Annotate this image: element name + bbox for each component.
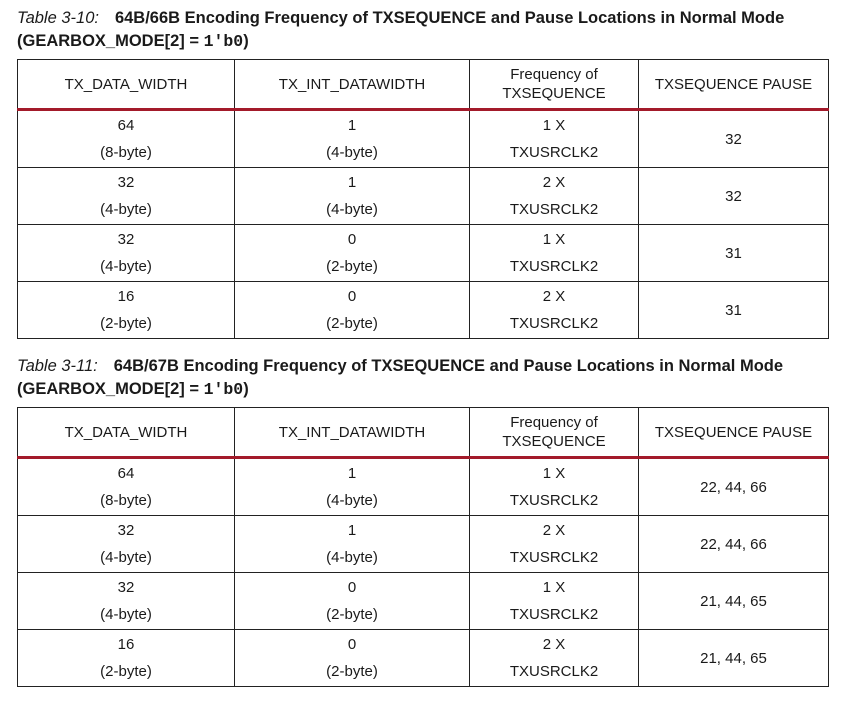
cell-tx-int-datawidth-text: 0: [347, 288, 357, 305]
cell-tx-int-datawidth: [235, 110, 470, 168]
header-tx-int-datawidth: TX_INT_DATAWIDTH: [235, 60, 470, 110]
cell-txsequence-pause: [639, 516, 829, 573]
caption-number: Table 3-11:: [17, 357, 98, 375]
cell-tx-int-datawidth-text: 0: [347, 636, 357, 653]
table-caption: [17, 7, 829, 53]
cell-tx-data-width-text: (4-byte): [100, 201, 152, 218]
header-txsequence-pause: TXSEQUENCE PAUSE: [639, 60, 829, 110]
cell-tx-int-datawidth-text: 1: [347, 465, 357, 482]
table-section-3-10: [17, 7, 829, 339]
cell-tx-int-datawidth-text: 1: [347, 522, 357, 539]
cell-tx-int-datawidth-text: (2-byte): [326, 258, 378, 275]
header-frequency-line1: Frequency of: [510, 414, 598, 431]
cell-tx-int-datawidth-text: 1: [347, 174, 357, 191]
header-frequency-line1: Frequency of: [510, 66, 598, 83]
cell-tx-int-datawidth: [235, 630, 470, 687]
table-row: [18, 110, 829, 168]
cell-frequency-text: TXUSRCLK2: [509, 258, 599, 275]
cell-tx-data-width-text: (4-byte): [100, 549, 152, 566]
cell-tx-data-width: [18, 516, 235, 573]
cell-txsequence-pause: [639, 573, 829, 630]
cell-txsequence-pause: [639, 168, 829, 225]
cell-tx-data-width: [18, 110, 235, 168]
caption-title: 64B/66B Encoding Frequency of TXSEQUENCE and Pause Locations in Normal Mode: [114, 9, 785, 27]
cell-frequency: [470, 516, 639, 573]
header-tx-int-datawidth: TX_INT_DATAWIDTH: [235, 408, 470, 458]
header-frequency: [470, 408, 639, 458]
cell-txsequence-pause-text: 22, 44, 66: [700, 535, 767, 553]
cell-frequency-text: 2 X: [542, 288, 566, 305]
cell-tx-int-datawidth-text: (4-byte): [326, 492, 378, 509]
cell-txsequence-pause: [639, 458, 829, 516]
cell-tx-data-width-text: 16: [117, 636, 135, 653]
cell-txsequence-pause: [639, 110, 829, 168]
cell-frequency-text: TXUSRCLK2: [509, 144, 599, 161]
header-row: [18, 408, 829, 458]
cell-tx-data-width-text: 64: [117, 465, 135, 482]
cell-frequency: [470, 282, 639, 339]
caption-line2-post: ): [243, 380, 249, 398]
caption-number: Table 3-10:: [17, 9, 99, 27]
cell-tx-data-width-text: 32: [117, 174, 135, 191]
table-caption: [17, 355, 829, 401]
cell-tx-int-datawidth-text: 0: [347, 579, 357, 596]
cell-frequency: [470, 225, 639, 282]
cell-tx-data-width-text: 16: [117, 288, 135, 305]
cell-frequency-text: 2 X: [542, 174, 566, 191]
cell-frequency-text: TXUSRCLK2: [509, 201, 599, 218]
cell-tx-data-width: [18, 573, 235, 630]
cell-frequency-text: 2 X: [542, 522, 566, 539]
cell-frequency-text: TXUSRCLK2: [509, 549, 599, 566]
cell-tx-int-datawidth-text: (4-byte): [326, 549, 378, 566]
caption-line2-pre: (GEARBOX_MODE[2] =: [17, 380, 204, 398]
cell-tx-int-datawidth: [235, 282, 470, 339]
cell-tx-data-width-text: (4-byte): [100, 606, 152, 623]
cell-tx-data-width-text: 32: [117, 522, 135, 539]
cell-tx-int-datawidth: [235, 458, 470, 516]
cell-tx-int-datawidth-text: 1: [347, 117, 357, 134]
cell-tx-data-width: [18, 458, 235, 516]
cell-tx-int-datawidth: [235, 573, 470, 630]
cell-frequency-text: TXUSRCLK2: [509, 663, 599, 680]
header-frequency: [470, 60, 639, 110]
cell-frequency-text: TXUSRCLK2: [509, 315, 599, 332]
cell-tx-data-width-text: 64: [117, 117, 135, 134]
header-tx-data-width: TX_DATA_WIDTH: [18, 408, 235, 458]
cell-frequency: [470, 573, 639, 630]
table-section-3-11: [17, 355, 829, 687]
cell-frequency-text: 1 X: [542, 465, 566, 482]
cell-tx-int-datawidth-text: (2-byte): [326, 663, 378, 680]
table-row: [18, 516, 829, 573]
cell-tx-data-width-text: (8-byte): [100, 144, 152, 161]
cell-tx-int-datawidth: [235, 168, 470, 225]
cell-tx-data-width: [18, 168, 235, 225]
cell-frequency: [470, 458, 639, 516]
cell-frequency-text: 2 X: [542, 636, 566, 653]
cell-tx-data-width-text: (4-byte): [100, 258, 152, 275]
table-row: [18, 168, 829, 225]
header-txsequence-pause: TXSEQUENCE PAUSE: [639, 408, 829, 458]
header-frequency-line2: TXSEQUENCE: [502, 85, 606, 102]
header-frequency-line2: TXSEQUENCE: [502, 433, 606, 450]
cell-tx-int-datawidth-text: (4-byte): [326, 201, 378, 218]
cell-tx-data-width-text: 32: [117, 579, 135, 596]
cell-tx-data-width-text: (2-byte): [100, 315, 152, 332]
caption-line2-code: 1'b0: [203, 32, 244, 51]
cell-tx-int-datawidth: [235, 225, 470, 282]
cell-txsequence-pause: [639, 282, 829, 339]
cell-txsequence-pause-text: 31: [725, 244, 742, 262]
encoding-table-3-10: [17, 59, 829, 339]
cell-frequency-text: 1 X: [542, 579, 566, 596]
cell-frequency-text: 1 X: [542, 231, 566, 248]
cell-frequency: [470, 110, 639, 168]
cell-tx-data-width-text: 32: [117, 231, 135, 248]
cell-txsequence-pause: [639, 225, 829, 282]
cell-txsequence-pause-text: 32: [725, 130, 742, 148]
cell-tx-data-width: [18, 225, 235, 282]
cell-frequency-text: 1 X: [542, 117, 566, 134]
table-row: [18, 573, 829, 630]
table-body: [18, 110, 829, 339]
encoding-table-3-11: [17, 407, 829, 687]
caption-line2-code: 1'b0: [203, 380, 244, 399]
caption-line2-post: ): [243, 32, 249, 50]
cell-frequency-text: TXUSRCLK2: [509, 606, 599, 623]
cell-tx-int-datawidth-text: (4-byte): [326, 144, 378, 161]
cell-txsequence-pause-text: 21, 44, 65: [700, 649, 767, 667]
cell-txsequence-pause: [639, 630, 829, 687]
cell-txsequence-pause-text: 21, 44, 65: [700, 592, 767, 610]
cell-frequency: [470, 168, 639, 225]
table-row: [18, 458, 829, 516]
caption-line2-pre: (GEARBOX_MODE[2] =: [17, 32, 204, 50]
cell-tx-data-width-text: (8-byte): [100, 492, 152, 509]
cell-tx-data-width: [18, 282, 235, 339]
cell-tx-data-width: [18, 630, 235, 687]
cell-txsequence-pause-text: 32: [725, 187, 742, 205]
header-row: [18, 60, 829, 110]
cell-tx-int-datawidth-text: 0: [347, 231, 357, 248]
table-row: [18, 225, 829, 282]
header-tx-data-width: TX_DATA_WIDTH: [18, 60, 235, 110]
cell-tx-data-width-text: (2-byte): [100, 663, 152, 680]
cell-tx-int-datawidth: [235, 516, 470, 573]
caption-title: 64B/67B Encoding Frequency of TXSEQUENCE and Pause Locations in Normal Mode: [113, 357, 784, 375]
table-row: [18, 282, 829, 339]
cell-txsequence-pause-text: 22, 44, 66: [700, 478, 767, 496]
table-row: [18, 630, 829, 687]
table-body: [18, 458, 829, 687]
cell-txsequence-pause-text: 31: [725, 301, 742, 319]
cell-tx-int-datawidth-text: (2-byte): [326, 606, 378, 623]
cell-tx-int-datawidth-text: (2-byte): [326, 315, 378, 332]
cell-frequency-text: TXUSRCLK2: [509, 492, 599, 509]
cell-frequency: [470, 630, 639, 687]
